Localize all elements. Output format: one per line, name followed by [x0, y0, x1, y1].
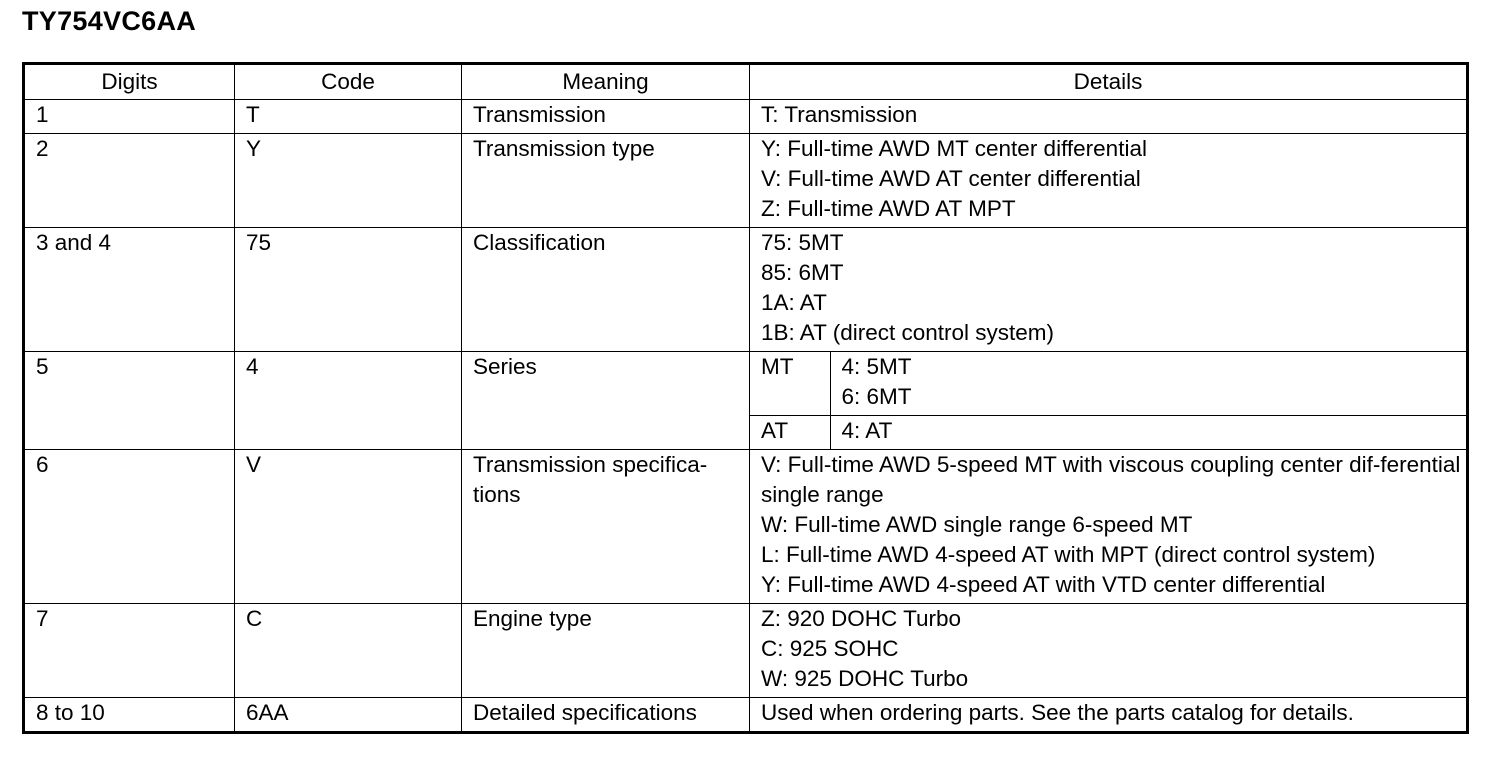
detail-line: 1A: AT [761, 290, 827, 315]
detail-line: W: Full-time AWD single range 6-speed MT [761, 512, 1193, 537]
table-row [24, 604, 1468, 698]
cell-digits: 8 to 10 [24, 698, 235, 733]
series-values [830, 416, 1466, 450]
cell-meaning: Series [462, 352, 750, 450]
table-row [24, 100, 1468, 134]
cell-meaning: Detailed specifications [462, 698, 750, 733]
header-digits: Digits [24, 64, 235, 100]
detail-line: 4: AT [841, 418, 893, 443]
cell-digits: 2 [24, 134, 235, 228]
cell-code: 75 [235, 228, 462, 352]
cell-meaning: Engine type [462, 604, 750, 698]
cell-digits: 6 [24, 450, 235, 604]
cell-code: C [235, 604, 462, 698]
cell-digits: 3 and 4 [24, 228, 235, 352]
series-values [830, 352, 1466, 416]
cell-digits: 5 [24, 352, 235, 450]
series-subtable [750, 352, 1466, 449]
cell-details [750, 228, 1468, 352]
cell-meaning: Classification [462, 228, 750, 352]
detail-line: Y: Full-time AWD MT center differential [761, 136, 1147, 161]
cell-code: 6AA [235, 698, 462, 733]
detail-line: W: 925 DOHC Turbo [761, 666, 969, 691]
code-table [22, 62, 1469, 734]
series-row [750, 352, 1466, 416]
detail-line: Z: 920 DOHC Turbo [761, 606, 962, 631]
detail-line: 85: 6MT [761, 260, 844, 285]
detail-line: C: 925 SOHC [761, 636, 899, 661]
detail-line: 4: 5MT [841, 354, 912, 379]
table-row [24, 450, 1468, 604]
series-type: MT [750, 352, 830, 416]
series-type: AT [750, 416, 830, 450]
cell-meaning: Transmission [462, 100, 750, 134]
detail-line: 6: 6MT [841, 384, 912, 409]
cell-code: V [235, 450, 462, 604]
detail-line: 75: 5MT [761, 230, 844, 255]
header-meaning: Meaning [462, 64, 750, 100]
page-title: TY754VC6AA [22, 6, 197, 36]
cell-digits: 1 [24, 100, 235, 134]
cell-code: T [235, 100, 462, 134]
cell-details [750, 134, 1468, 228]
cell-code: 4 [235, 352, 462, 450]
header-details: Details [750, 64, 1468, 100]
header-row [24, 64, 1468, 100]
table-row [24, 698, 1468, 733]
detail-line: L: Full-time AWD 4-speed AT with MPT (direct control system) [761, 542, 1376, 567]
detail-line: V: Full-time AWD 5-speed MT with viscous coupling center dif-ferential single range [761, 452, 1461, 507]
cell-details [750, 450, 1468, 604]
meaning-text: Transmission specifica-tions [473, 452, 708, 507]
cell-meaning: Transmission type [462, 134, 750, 228]
cell-details [750, 698, 1468, 733]
detail-line: 1B: AT (direct control system) [761, 320, 1055, 345]
cell-digits: 7 [24, 604, 235, 698]
table-row [24, 228, 1468, 352]
cell-details [750, 604, 1468, 698]
detail-line: V: Full-time AWD AT center differential [761, 166, 1141, 191]
cell-code: Y [235, 134, 462, 228]
table-row [24, 352, 1468, 450]
cell-meaning [462, 450, 750, 604]
header-code: Code [235, 64, 462, 100]
detail-line: Y: Full-time AWD 4-speed AT with VTD center differential [761, 572, 1326, 597]
detail-line: Used when ordering parts. See the parts catalog for details. [761, 700, 1354, 725]
detail-line: T: Transmission [761, 102, 918, 127]
detail-line: Z: Full-time AWD AT MPT [761, 196, 1016, 221]
cell-details [750, 100, 1468, 134]
cell-details [750, 352, 1468, 450]
table-row [24, 134, 1468, 228]
series-row [750, 416, 1466, 450]
